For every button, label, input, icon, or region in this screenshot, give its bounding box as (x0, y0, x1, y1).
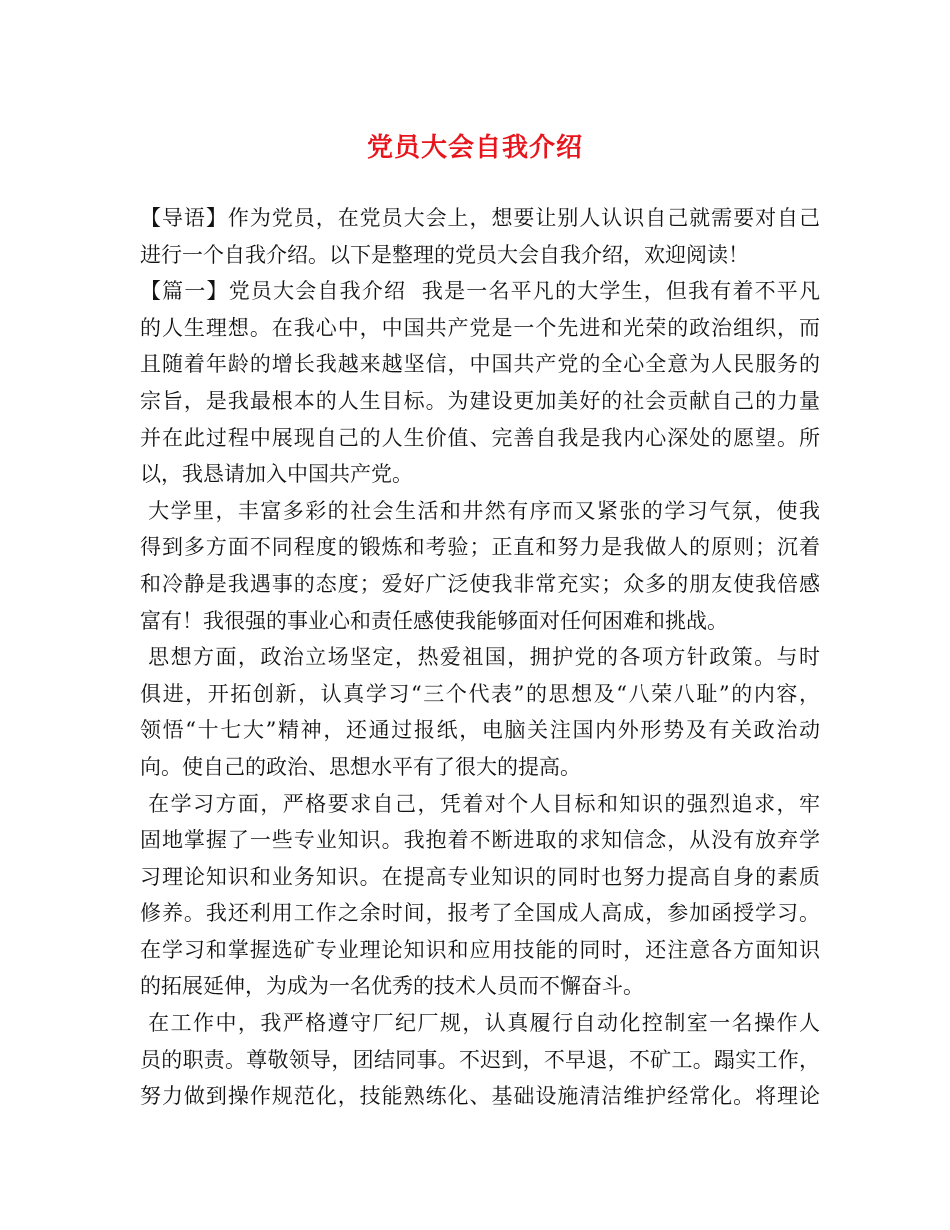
text-line: 俱进，开拓创新，认真学习“三个代表”的思想及“八荣八耻”的内容， (140, 681, 820, 706)
text-line: 在学习和掌握选矿专业理论知识和应用技能的同时，还注意各方面知识 (140, 937, 820, 962)
text-line: 在学习方面，严格要求自己，凭着对个人目标和知识的强烈追求，牢 (140, 791, 820, 816)
text-line: 在工作中，我严格遵守厂纪厂规，认真履行自动化控制室一名操作人 (140, 1011, 820, 1036)
text-line: 得到多方面不同程度的锻炼和考验；正直和努力是我做人的原则；沉着 (140, 535, 820, 560)
text-line: 领悟“十七大”精神，还通过报纸，电脑关注国内外形势及有关政治动 (140, 718, 820, 743)
text-line: 努力做到操作规范化，技能熟练化、基础设施清洁维护经常化。将理论 (140, 1084, 820, 1109)
document-body (140, 200, 820, 1115)
text-line: 富有！我很强的事业心和责任感使我能够面对任何困难和挑战。 (140, 608, 728, 633)
text-line: 且随着年龄的增长我越来越坚信，中国共产党的全心全意为人民服务的 (140, 352, 820, 377)
text-line: 思想方面，政治立场坚定，热爱祖国，拥护党的各项方针政策。与时 (140, 645, 820, 670)
text-line: 宗旨，是我最根本的人生目标。为建设更加美好的社会贡献自己的力量 (140, 388, 820, 413)
text-line: 修养。我还利用工作之余时间，报考了全国成人高成，参加函授学习。 (140, 901, 820, 926)
text-line: 【篇一】党员大会自我介绍 我是一名平凡的大学生，但我有着不平凡 (140, 279, 820, 304)
text-line: 的拓展延伸，为成为一名优秀的技术人员而不懈奋斗。 (140, 974, 644, 999)
text-line: 固地掌握了一些专业知识。我抱着不断进取的求知信念，从没有放弃学 (140, 828, 820, 853)
document-title: 党员大会自我介绍 (366, 133, 583, 163)
text-line: 大学里，丰富多彩的社会生活和井然有序而又紧张的学习气氛，使我 (140, 498, 820, 523)
text-line: 并在此过程中展现自己的人生价值、完善自我是我内心深处的愿望。所 (140, 425, 820, 450)
text-line: 员的职责。尊敬领导，团结同事。不迟到，不早退，不矿工。蹋实工作， (140, 1047, 820, 1072)
text-line: 以，我恳请加入中国共产党。 (140, 462, 413, 487)
text-line: 和冷静是我遇事的态度；爱好广泛使我非常充实；众多的朋友使我倍感 (140, 571, 820, 596)
text-line: 的人生理想。在我心中，中国共产党是一个先进和光荣的政治组织，而 (140, 315, 820, 340)
text-line: 【导语】作为党员，在党员大会上，想要让别人认识自己就需要对自己 (140, 206, 820, 230)
text-line: 习理论知识和业务知识。在提高专业知识的同时也努力提高自身的素质 (140, 864, 820, 889)
text-line: 进行一个自我介绍。以下是整理的党员大会自我介绍，欢迎阅读！ (140, 242, 749, 267)
text-line: 向。使自己的政治、思想水平有了很大的提高。 (140, 754, 581, 779)
